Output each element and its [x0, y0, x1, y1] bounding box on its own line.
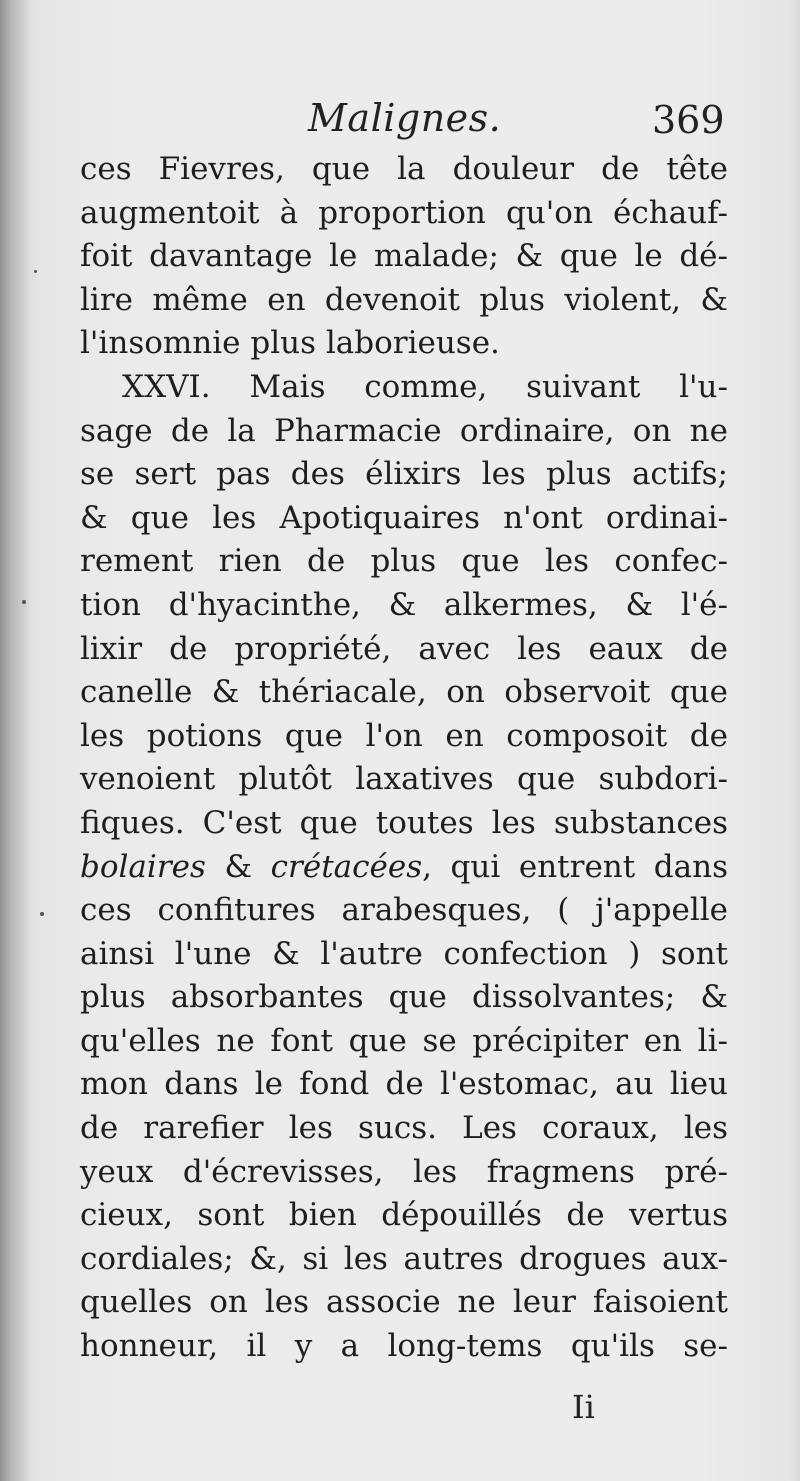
text-line-section-start: XXVI. Mais comme, suivant l'u- [122, 368, 728, 405]
text-line: quelles on les associe ne leur faisoient [80, 1284, 728, 1321]
text-line: plus absorbantes que dissolvantes; & [80, 979, 728, 1016]
text-line: sage de la Pharmacie ordinaire, on ne [80, 412, 728, 449]
text-line: cieux, sont bien dépouillés de vertus [80, 1197, 728, 1234]
text-line: les potions que l'on en composoit de [80, 717, 728, 754]
text-line: canelle & thériacale, on observoit que [80, 674, 728, 711]
page-gutter-shadow [0, 0, 30, 1481]
body-text [80, 148, 728, 1369]
text-line: honneur, il y a long-tems qu'ils se- [80, 1328, 728, 1365]
signature-mark: Ii [572, 1388, 595, 1426]
text-line: lire même en devenoit plus violent, & [80, 281, 728, 318]
text-line: l'insomnie plus laborieuse. [80, 325, 500, 362]
text-line: & que les Apotiquaires n'ont ordinai- [80, 499, 728, 536]
text-line: ces Fievres, que la douleur de tête [80, 151, 728, 187]
text-line-italic-terms: bolaires & crétacées, qui entrent dans [80, 848, 728, 885]
page-header [0, 96, 800, 152]
paper-speck [22, 600, 26, 604]
paper-speck [40, 912, 44, 916]
text-line: de rarefier les sucs. Les coraux, les [80, 1110, 728, 1147]
text-line: ainsi l'une & l'autre confection ) sont [80, 935, 728, 972]
text-line: foit davantage le malade; & que le dé- [80, 238, 728, 275]
text-line: lixir de propriété, avec les eaux de [80, 630, 728, 667]
text-line: venoient plutôt laxatives que subdori- [80, 761, 728, 798]
text-line: rement rien de plus que les confec- [80, 543, 728, 580]
text-line: cordiales; &, si les autres drogues aux- [80, 1240, 728, 1277]
text-line: ces confitures arabesques, ( j'appelle [80, 892, 728, 929]
text-line: augmentoit à proportion qu'on échauf- [80, 194, 728, 231]
paper-speck [34, 270, 37, 273]
text-line: se sert pas des élixirs les plus actifs; [80, 456, 728, 493]
page-number: 369 [652, 98, 725, 142]
text-line: tion d'hyacinthe, & alkermes, & l'é- [80, 586, 728, 623]
text-line: fiques. C'est que toutes les substances [80, 804, 728, 841]
text-line: qu'elles ne font que se précipiter en li- [80, 1022, 728, 1059]
text-line: yeux d'écrevisses, les fragmens pré- [80, 1153, 728, 1190]
running-title: Malignes. [308, 96, 502, 140]
text-line: mon dans le fond de l'estomac, au lieu [80, 1066, 728, 1103]
